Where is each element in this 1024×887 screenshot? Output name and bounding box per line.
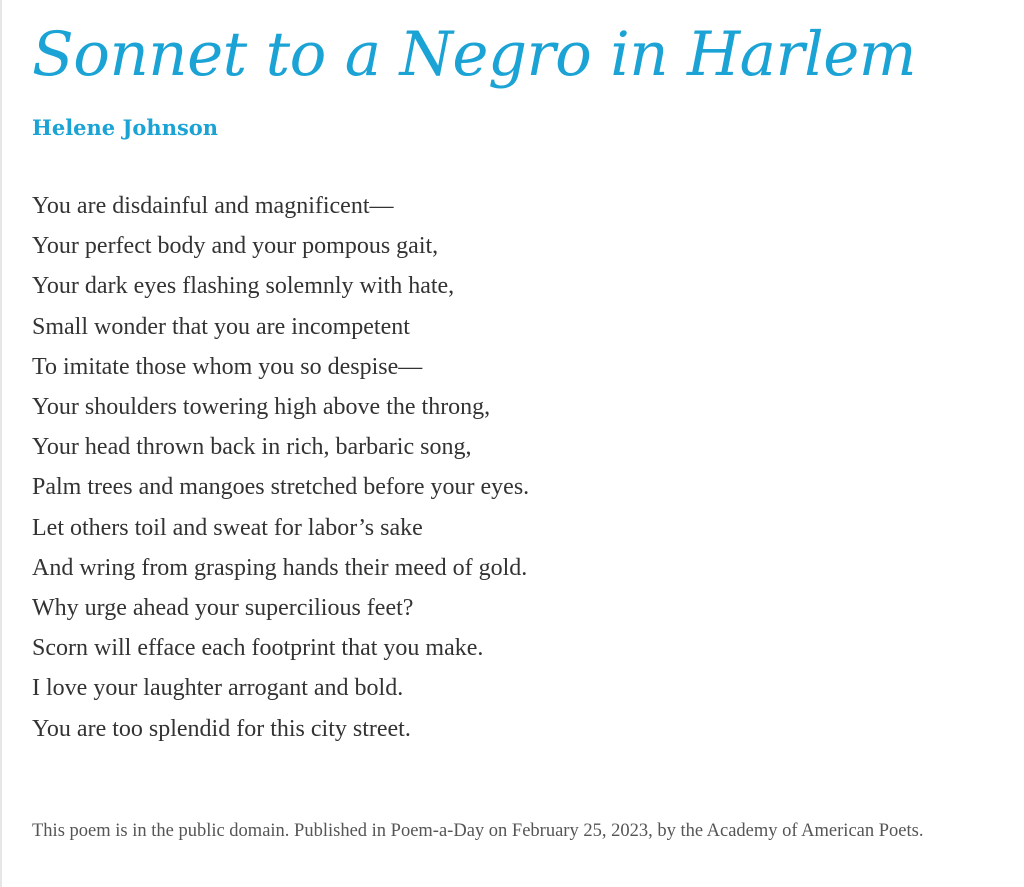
poem-line: And wring from grasping hands their meed of gold.	[32, 554, 528, 581]
poem-line: Small wonder that you are incompetent	[32, 313, 410, 340]
publication-credit: This poem is in the public domain. Published in Poem-a-Day on February 25, 2023, by the Academy of American Poets.	[32, 821, 924, 841]
poem-line: Your dark eyes flashing solemnly with hate,	[32, 273, 455, 300]
poem-line: Palm trees and mangoes stretched before your eyes.	[32, 474, 530, 501]
poem-line: Your shoulders towering high above the throng,	[32, 394, 491, 421]
poem-content	[32, 14, 992, 749]
poem-line: Let others toil and sweat for labor’s sake	[32, 514, 423, 541]
author-link[interactable]: Helene Johnson	[32, 115, 219, 140]
poem-line: Your head thrown back in rich, barbaric song,	[32, 434, 472, 461]
poem-line: Scorn will efface each footprint that you make.	[32, 635, 484, 662]
poem-line: To imitate those whom you so despise—	[32, 353, 423, 380]
poem-title: Sonnet to a Negro in Harlem	[32, 19, 917, 90]
poem-line: Why urge ahead your supercilious feet?	[32, 595, 414, 622]
poem-body	[32, 186, 992, 749]
poem-line: Your perfect body and your pompous gait,	[32, 233, 439, 260]
poem-line: You are disdainful and magnificent—	[32, 193, 394, 219]
poem-line: I love your laughter arrogant and bold.	[32, 675, 404, 702]
left-divider	[0, 0, 2, 887]
poem-line: You are too splendid for this city street.	[32, 715, 411, 742]
